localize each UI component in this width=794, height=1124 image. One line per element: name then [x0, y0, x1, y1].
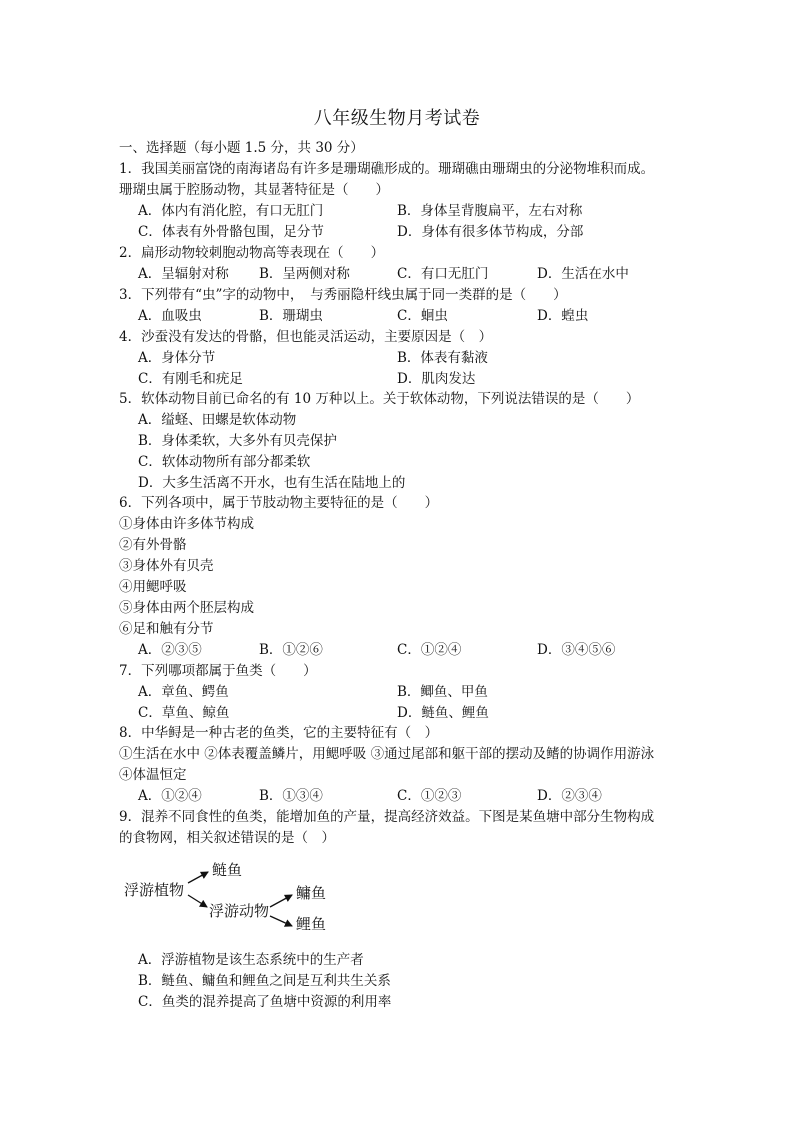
q6-option-b: B．①②⑥: [259, 642, 323, 658]
q2-option-d: D．生活在水中: [537, 266, 629, 282]
q9-stem-line2: 的食物网，相关叙述错误的是（ ）: [119, 830, 335, 846]
q5-option-b: B．身体柔软，大多外有贝壳保护: [138, 433, 337, 449]
q8-statements-line2: ④体温恒定: [119, 767, 187, 783]
q6-item-2: ②有外骨骼: [119, 537, 187, 553]
q3-stem: 3．下列带有“虫”字的动物中， 与秀丽隐杆线虫属于同一类群的是（ ）: [119, 287, 567, 303]
q2-option-c: C．有口无肛门: [397, 266, 489, 282]
q7-option-d: D．鲢鱼、鲤鱼: [397, 705, 489, 721]
q9-option-a: A．浮游植物是该生态系统中的生产者: [138, 952, 364, 968]
q2-option-b: B．呈两侧对称: [259, 266, 350, 282]
q6-item-5: ⑤身体由两个胚层构成: [119, 600, 254, 616]
q7-stem: 7．下列哪项都属于鱼类（ ）: [119, 663, 317, 679]
arrow-phyto-to-silver-carp: [188, 872, 208, 883]
q8-option-d: D．②③④: [537, 788, 602, 804]
q6-stem: 6．下列各项中，属于节肢动物主要特征的是（ ）: [119, 495, 439, 511]
q4-option-c: C．有刚毛和疣足: [138, 371, 243, 387]
q1-option-b: B．身体呈背腹扁平，左右对称: [397, 203, 583, 219]
q6-option-c: C．①②④: [397, 642, 462, 658]
q9-option-c: C．鱼类的混养提高了鱼塘中资源的利用率: [138, 994, 392, 1010]
q3-option-d: D．蝗虫: [537, 308, 589, 324]
node-phytoplankton: 浮游植物: [124, 881, 185, 899]
q6-item-1: ①身体由许多体节构成: [119, 516, 254, 532]
q6-item-4: ④用鳃呼吸: [119, 579, 187, 595]
node-bighead-carp: 鳙鱼: [296, 884, 327, 902]
q3-option-b: B．珊瑚虫: [259, 308, 323, 324]
q5-stem: 5．软体动物目前已命名的有 10 万种以上。关于软体动物，下列说法错误的是（ ）: [119, 391, 640, 407]
arrow-zoo-to-bighead-carp: [270, 895, 292, 907]
q8-statements-line1: ①生活在水中 ②体表覆盖鳞片，用鳃呼吸 ③通过尾部和躯干部的摆动及鳍的协调作用游泳: [119, 746, 655, 762]
q7-option-a: A．章鱼、鳄鱼: [138, 684, 229, 700]
q8-option-b: B．①③④: [259, 788, 323, 804]
q5-option-c: C．软体动物所有部分都柔软: [138, 454, 311, 470]
q1-option-c: C．体表有外骨骼包围，足分节: [138, 224, 324, 240]
node-zooplankton: 浮游动物: [209, 902, 270, 920]
q5-option-d: D．大多生活离不开水，也有生活在陆地上的: [138, 475, 406, 491]
q1-option-a: A．体内有消化腔，有口无肛门: [138, 203, 324, 219]
q6-option-a: A．②③⑤: [138, 642, 202, 658]
q7-option-b: B．鲫鱼、甲鱼: [397, 684, 488, 700]
node-common-carp: 鲤鱼: [296, 915, 327, 933]
q1-stem-line2: 珊瑚虫属于腔肠动物，其显著特征是（ ）: [119, 182, 389, 198]
exam-title: 八年级生物月考试卷: [313, 108, 481, 129]
q9-stem-line1: 9．混养不同食性的鱼类，能增加鱼的产量，提高经济效益。下图是某鱼塘中部分生物构成: [119, 809, 655, 825]
q6-item-3: ③身体外有贝壳: [119, 558, 214, 574]
q9-option-b: B．鲢鱼、鳙鱼和鲤鱼之间是互利共生关系: [138, 973, 391, 989]
q1-option-d: D．身体有很多体节构成，分部: [397, 224, 584, 240]
arrow-zoo-to-common-carp: [270, 916, 292, 926]
q5-option-a: A．缢蛏、田螺是软体动物: [138, 412, 297, 428]
q3-option-c: C．蛔虫: [397, 308, 448, 324]
q4-option-d: D．肌肉发达: [397, 371, 476, 387]
section-header: 一、选择题（每小题 1.5 分，共 30 分）: [119, 140, 364, 156]
arrow-phyto-to-zooplankton: [188, 895, 207, 907]
q6-item-6: ⑥足和触有分节: [119, 621, 214, 637]
q7-option-c: C．草鱼、鲸鱼: [138, 705, 230, 721]
q6-option-d: D．③④⑤⑥: [537, 642, 616, 658]
node-silver-carp: 鲢鱼: [212, 861, 243, 879]
q4-option-a: A．身体分节: [138, 350, 216, 366]
q8-stem: 8．中华鲟是一种古老的鱼类，它的主要特征有（ ）: [119, 725, 439, 741]
q4-option-b: B．体表有黏液: [397, 350, 488, 366]
q8-option-c: C．①②③: [397, 788, 462, 804]
q3-option-a: A．血吸虫: [138, 308, 202, 324]
q2-stem: 2．扁形动物较刺胞动物高等表现在（ ）: [119, 245, 385, 261]
q4-stem: 4．沙蚕没有发达的骨骼，但也能灵活运动，主要原因是（ ）: [119, 329, 493, 345]
q8-option-a: A．①②④: [138, 788, 202, 804]
q2-option-a: A．呈辐射对称: [138, 266, 229, 282]
q1-stem-line1: 1．我国美丽富饶的南海诸岛有许多是珊瑚礁形成的。珊瑚礁由珊瑚虫的分泌物堆积而成。: [119, 161, 655, 177]
